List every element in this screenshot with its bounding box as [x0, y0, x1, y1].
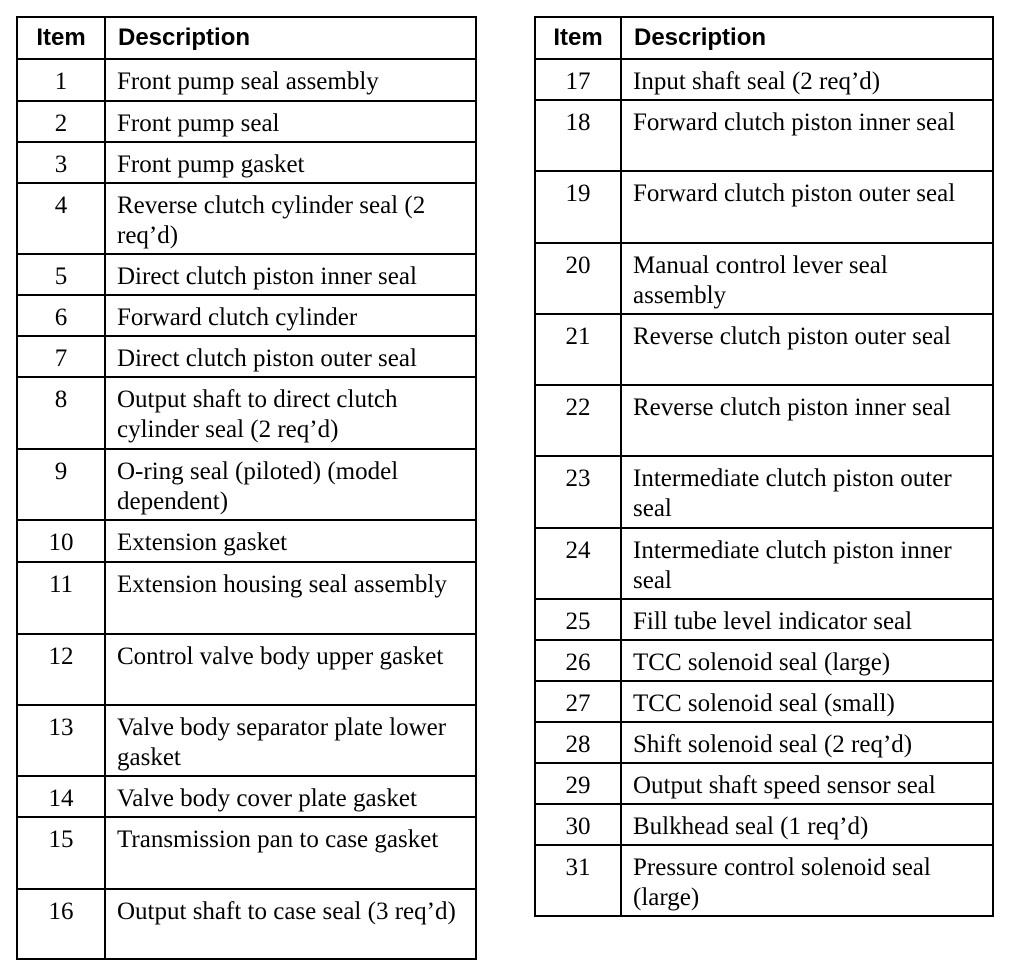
item-number: 20: [535, 243, 621, 314]
table-row: [535, 385, 993, 456]
item-number: 27: [535, 681, 621, 722]
item-description: Manual control lever seal assembly: [621, 243, 993, 314]
table-row: [535, 681, 993, 722]
item-description: Output shaft speed sensor seal: [621, 763, 993, 804]
table-row: [535, 171, 993, 243]
item-description: Front pump seal assembly: [105, 59, 476, 101]
table-row: [17, 336, 476, 377]
item-description: Extension gasket: [105, 520, 476, 562]
item-description: Extension housing seal assembly: [105, 562, 476, 634]
item-description: Bulkhead seal (1 req’d): [621, 804, 993, 845]
table-row: [17, 562, 476, 634]
item-number: 22: [535, 385, 621, 456]
table-row: [17, 520, 476, 562]
parts-table-right: [534, 16, 994, 917]
table-header-row: [535, 17, 993, 59]
table-row: [17, 59, 476, 101]
item-number: 2: [17, 101, 105, 142]
item-number: 10: [17, 520, 105, 562]
table-row: [535, 59, 993, 100]
item-description: Reverse clutch cylinder seal (2 req’d): [105, 183, 476, 254]
item-number: 4: [17, 183, 105, 254]
table-header-row: [17, 17, 476, 59]
item-description: Shift solenoid seal (2 req’d): [621, 722, 993, 763]
table-row: [535, 243, 993, 314]
table-row: [535, 100, 993, 171]
table-row: [17, 142, 476, 183]
table-row: [535, 722, 993, 763]
item-description: Forward clutch piston inner seal: [621, 100, 993, 171]
item-description: Transmission pan to case gasket: [105, 817, 476, 889]
item-number: 12: [17, 634, 105, 705]
table-row: [17, 817, 476, 889]
item-number: 13: [17, 705, 105, 776]
item-description: Reverse clutch piston outer seal: [621, 314, 993, 385]
table-row: [17, 183, 476, 254]
table-row: [17, 705, 476, 776]
column-header-description: Description: [621, 17, 993, 59]
item-description: Output shaft to direct clutch cylinder seal (2 req’d): [105, 377, 476, 449]
item-number: 1: [17, 59, 105, 101]
item-number: 24: [535, 528, 621, 599]
item-number: 26: [535, 640, 621, 681]
item-number: 5: [17, 254, 105, 295]
table-row: [17, 295, 476, 336]
table-row: [17, 889, 476, 959]
item-number: 31: [535, 845, 621, 916]
item-number: 15: [17, 817, 105, 889]
item-number: 14: [17, 776, 105, 817]
item-description: Fill tube level indicator seal: [621, 599, 993, 640]
item-description: Front pump seal: [105, 101, 476, 142]
column-header-item: Item: [17, 17, 105, 59]
table-row: [535, 456, 993, 528]
item-description: Intermediate clutch piston inner seal: [621, 528, 993, 599]
item-number: 11: [17, 562, 105, 634]
item-description: Front pump gasket: [105, 142, 476, 183]
table-row: [535, 804, 993, 845]
item-description: TCC solenoid seal (large): [621, 640, 993, 681]
item-description: TCC solenoid seal (small): [621, 681, 993, 722]
item-description: Forward clutch piston outer seal: [621, 171, 993, 243]
parts-table-left: [16, 16, 477, 960]
item-description: Reverse clutch piston inner seal: [621, 385, 993, 456]
item-description: Direct clutch piston outer seal: [105, 336, 476, 377]
item-number: 17: [535, 59, 621, 100]
table-row: [535, 314, 993, 385]
item-description: O-ring seal (piloted) (model dependent): [105, 449, 476, 520]
table-row: [17, 377, 476, 449]
item-number: 9: [17, 449, 105, 520]
item-number: 3: [17, 142, 105, 183]
item-number: 25: [535, 599, 621, 640]
item-number: 29: [535, 763, 621, 804]
table-row: [17, 634, 476, 705]
table-row: [535, 845, 993, 916]
column-header-description: Description: [105, 17, 476, 59]
item-description: Forward clutch cylinder: [105, 295, 476, 336]
item-description: Intermediate clutch piston outer seal: [621, 456, 993, 528]
table-row: [535, 763, 993, 804]
item-description: Control valve body upper gasket: [105, 634, 476, 705]
item-number: 28: [535, 722, 621, 763]
item-description: Direct clutch piston inner seal: [105, 254, 476, 295]
item-description: Valve body separator plate lower gasket: [105, 705, 476, 776]
item-number: 18: [535, 100, 621, 171]
item-number: 21: [535, 314, 621, 385]
item-number: 30: [535, 804, 621, 845]
table-row: [17, 776, 476, 817]
item-number: 23: [535, 456, 621, 528]
table-row: [17, 101, 476, 142]
item-description: Input shaft seal (2 req’d): [621, 59, 993, 100]
item-description: Output shaft to case seal (3 req’d): [105, 889, 476, 959]
item-number: 19: [535, 171, 621, 243]
item-description: Valve body cover plate gasket: [105, 776, 476, 817]
item-number: 16: [17, 889, 105, 959]
table-row: [17, 254, 476, 295]
table-row: [535, 528, 993, 599]
item-number: 7: [17, 336, 105, 377]
table-row: [535, 640, 993, 681]
table-row: [17, 449, 476, 520]
column-header-item: Item: [535, 17, 621, 59]
item-description: Pressure control solenoid seal (large): [621, 845, 993, 916]
item-number: 6: [17, 295, 105, 336]
item-number: 8: [17, 377, 105, 449]
table-row: [535, 599, 993, 640]
